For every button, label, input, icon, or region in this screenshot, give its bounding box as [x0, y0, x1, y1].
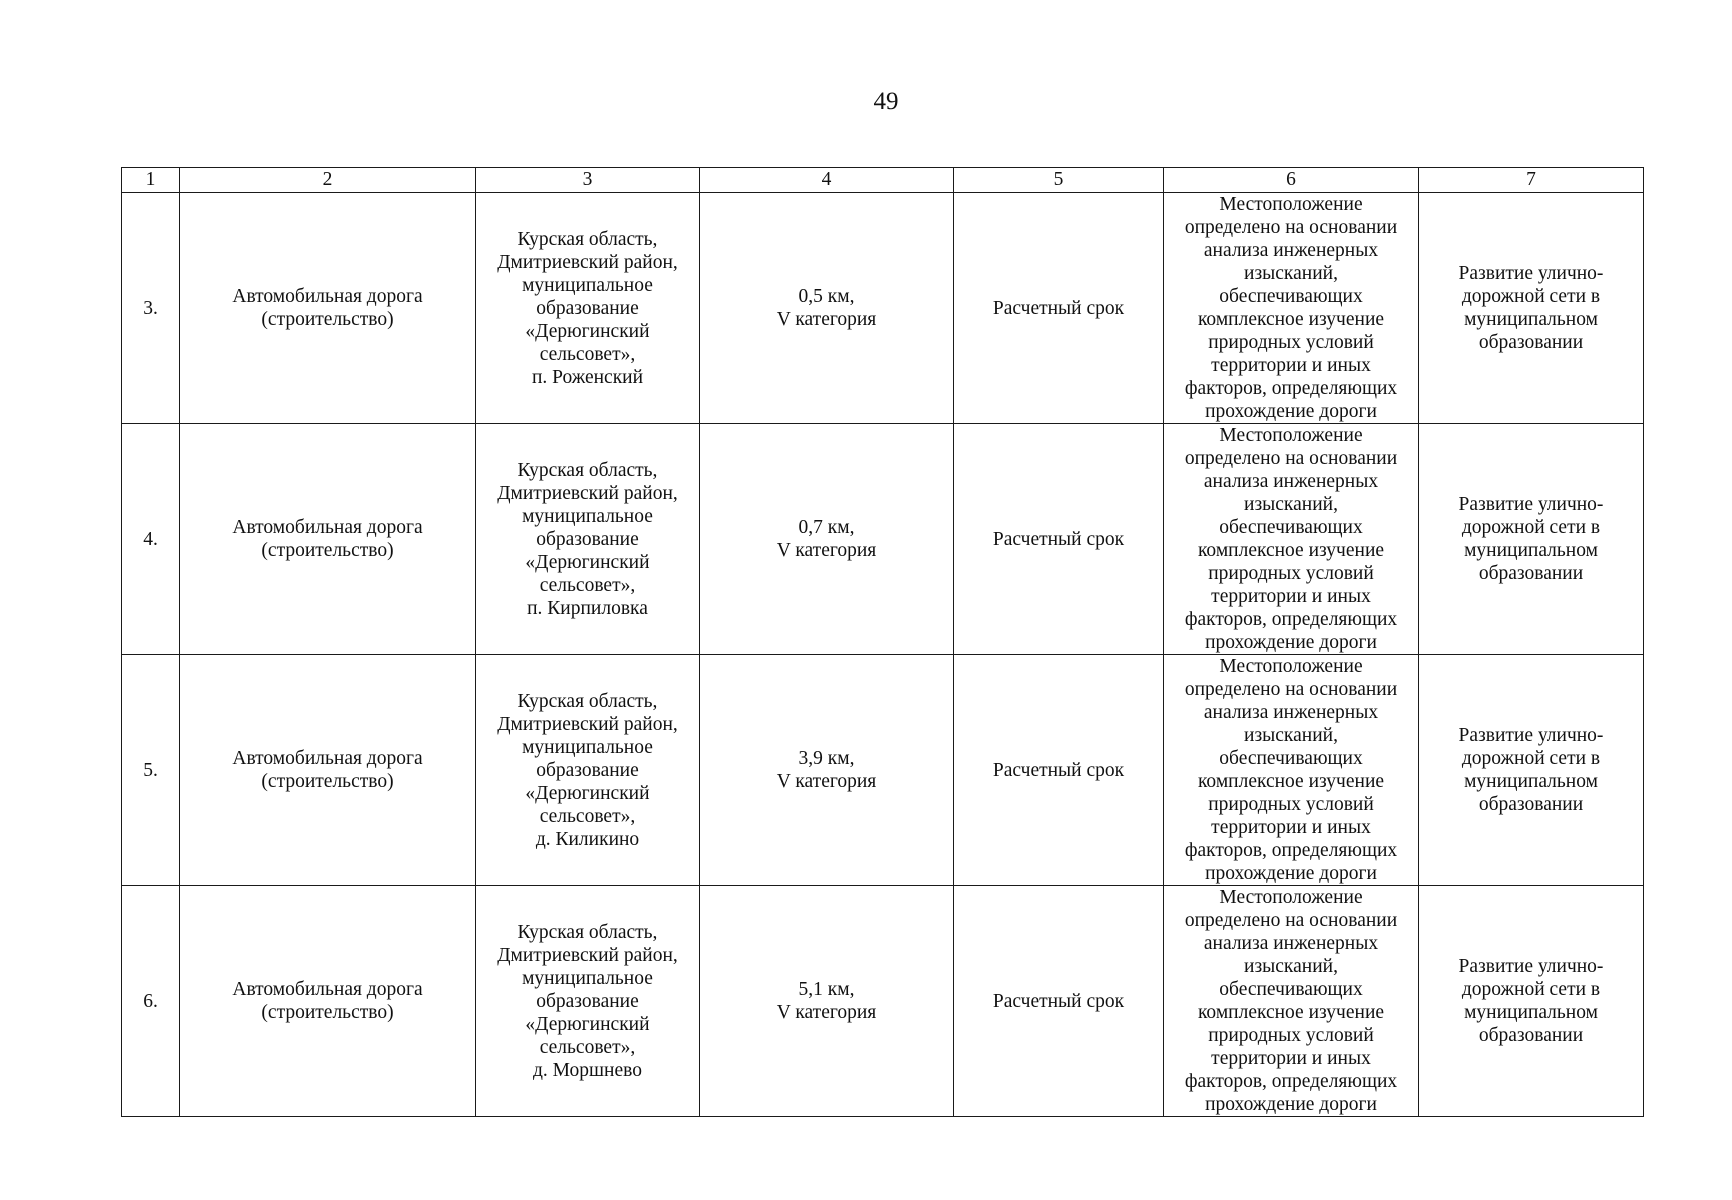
- location-cell: Курская область, Дмитриевский район, муниципальное образование «Дерюгинский сельсовет», д. Моршнево: [476, 886, 700, 1117]
- object-name-cell: Автомобильная дорога (строительство): [180, 886, 476, 1117]
- object-name-cell: Автомобильная дорога (строительство): [180, 424, 476, 655]
- table-row: [122, 424, 1644, 655]
- row-number-cell: 5.: [122, 655, 180, 886]
- table-row: [122, 655, 1644, 886]
- page-number: 49: [873, 88, 899, 115]
- rationale-cell: Местоположение определено на основании анализа инженерных изысканий, обеспечивающих комплексное изучение природных условий территории и иных факторов, определяющих прохождение дороги: [1164, 655, 1419, 886]
- rationale-cell: Местоположение определено на основании анализа инженерных изысканий, обеспечивающих комплексное изучение природных условий территории и иных факторов, определяющих прохождение дороги: [1164, 886, 1419, 1117]
- location-cell: Курская область, Дмитриевский район, муниципальное образование «Дерюгинский сельсовет», п. Кирпиловка: [476, 424, 700, 655]
- purpose-cell: Развитие улично- дорожной сети в муниципальном образовании: [1419, 424, 1644, 655]
- purpose-cell: Развитие улично- дорожной сети в муниципальном образовании: [1419, 655, 1644, 886]
- parameters-cell: 0,5 км, V категория: [700, 193, 954, 424]
- location-cell: Курская область, Дмитриевский район, муниципальное образование «Дерюгинский сельсовет», д. Киликино: [476, 655, 700, 886]
- location-cell: Курская область, Дмитриевский район, муниципальное образование «Дерюгинский сельсовет», п. Роженский: [476, 193, 700, 424]
- column-number-header: 3: [476, 168, 700, 193]
- term-cell: Расчетный срок: [954, 655, 1164, 886]
- column-number-header: 5: [954, 168, 1164, 193]
- term-cell: Расчетный срок: [954, 886, 1164, 1117]
- purpose-cell: Развитие улично- дорожной сети в муниципальном образовании: [1419, 193, 1644, 424]
- object-name-cell: Автомобильная дорога (строительство): [180, 193, 476, 424]
- object-name-cell: Автомобильная дорога (строительство): [180, 655, 476, 886]
- table-row: [122, 886, 1644, 1117]
- table-row: [122, 193, 1644, 424]
- column-number-row: [122, 168, 1644, 193]
- planning-table: [121, 167, 1644, 1117]
- term-cell: Расчетный срок: [954, 424, 1164, 655]
- row-number-cell: 6.: [122, 886, 180, 1117]
- purpose-cell: Развитие улично- дорожной сети в муниципальном образовании: [1419, 886, 1644, 1117]
- row-number-cell: 4.: [122, 424, 180, 655]
- column-number-header: 7: [1419, 168, 1644, 193]
- rationale-cell: Местоположение определено на основании анализа инженерных изысканий, обеспечивающих комплексное изучение природных условий территории и иных факторов, определяющих прохождение дороги: [1164, 193, 1419, 424]
- parameters-cell: 3,9 км, V категория: [700, 655, 954, 886]
- column-number-header: 1: [122, 168, 180, 193]
- rationale-cell: Местоположение определено на основании анализа инженерных изысканий, обеспечивающих комплексное изучение природных условий территории и иных факторов, определяющих прохождение дороги: [1164, 424, 1419, 655]
- row-number-cell: 3.: [122, 193, 180, 424]
- column-number-header: 2: [180, 168, 476, 193]
- parameters-cell: 5,1 км, V категория: [700, 886, 954, 1117]
- parameters-cell: 0,7 км, V категория: [700, 424, 954, 655]
- term-cell: Расчетный срок: [954, 193, 1164, 424]
- column-number-header: 4: [700, 168, 954, 193]
- column-number-header: 6: [1164, 168, 1419, 193]
